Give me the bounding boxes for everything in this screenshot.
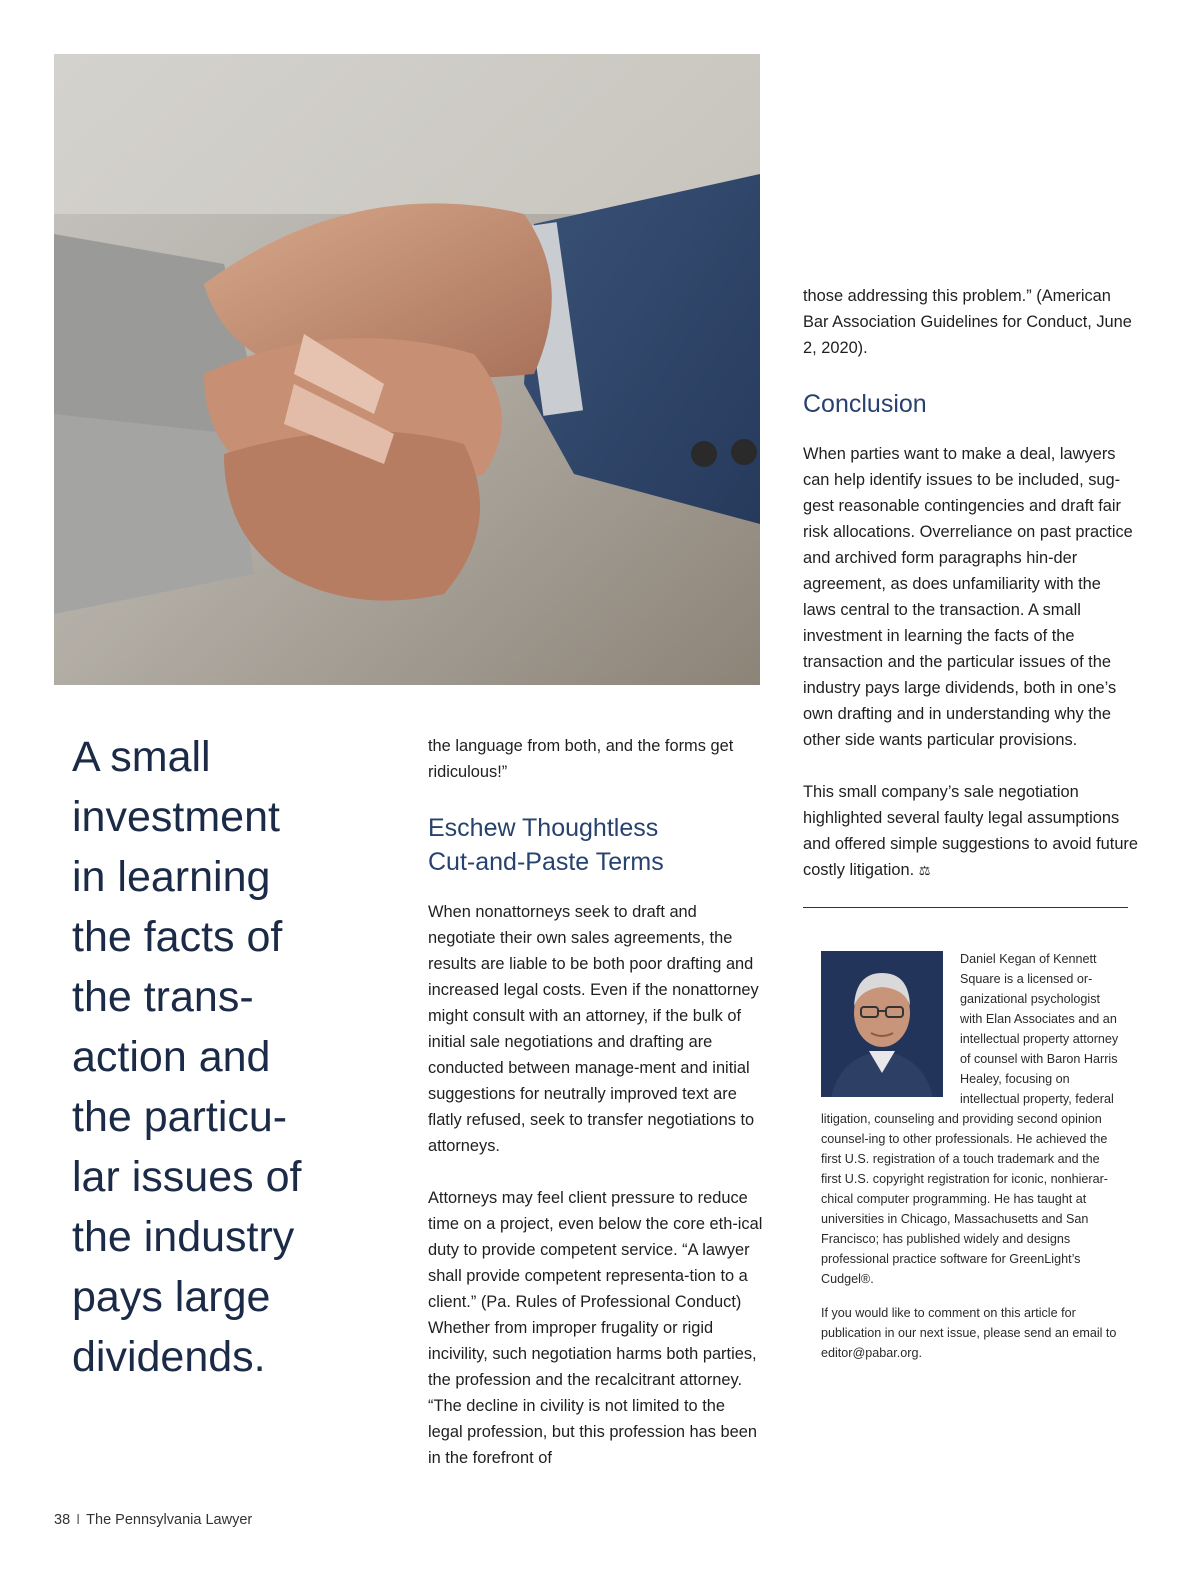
stacked-hands-illustration <box>54 54 760 685</box>
heading-line: Cut-and-Paste Terms <box>428 848 664 876</box>
pull-quote-line: action and <box>72 1033 271 1081</box>
pull-quote-line: the trans- <box>72 973 254 1021</box>
section-heading-conclusion: Conclusion <box>803 390 927 418</box>
pull-quote-line: lar issues of <box>72 1153 302 1201</box>
stacked-hands-photo <box>54 54 760 685</box>
publication-name: The Pennsylvania Lawyer <box>86 1512 253 1528</box>
pull-quote-line: investment <box>72 793 280 841</box>
body-paragraph: Attorneys may feel client pressure to reduce time on a project, even below the core eth-ical duty to provide competent service. “A lawyer shall provide competent representa-tion to a client.” (Pa. Rules of Professional Conduct) Whether from improper frugality or rigid incivility, such negotiation harms both parties, the profession and the recalcitrant attorney. “The decline in civility is not limited to the legal profession, but this profession has been in the forefront of <box>428 1189 763 1467</box>
pull-quote-line: pays large <box>72 1273 271 1321</box>
continued-paragraph: the language from both, and the forms get ridiculous!” <box>428 737 734 781</box>
heading-line: Eschew Thoughtless <box>428 814 659 842</box>
pull-quote-line: in learning <box>72 853 271 901</box>
divider <box>803 907 1128 908</box>
author-portrait-illustration <box>821 951 943 1097</box>
right-column <box>803 283 1138 884</box>
page-footer <box>54 1512 252 1528</box>
conclusion-text: This small company’s sale negotiation highlighted several faulty legal assumptions and offered simple suggestions to avoid future costly litigation. <box>803 783 1139 879</box>
page-number: 38 <box>54 1512 71 1528</box>
body-paragraph: When nonattorneys seek to draft and negotiate their own sales agreements, the results are liable to be both poor drafting and increased legal costs. Even if the nonattorney might consult with an attorney, if the bulk of initial sale negotiations and drafting are conducted between manage-ment and initial suggestions for neutrally improved text are flatly refused, seek to transfer negotiations to attorneys. <box>428 903 759 1155</box>
body-paragraph: When parties want to make a deal, lawyers can help identify issues to be included, sug-gest reasonable contingencies and draft fair risk allocations. Overreliance on past practice and archived form paragraphs hin-der agreement, as does unfamiliarity with the laws central to the transaction. A small investment in learning the facts of the transaction and the particular issues of the industry pays large dividends, both in one’s own drafting and in understanding why the other side wants particular provisions. <box>803 445 1133 749</box>
author-bio <box>821 949 1121 1377</box>
author-portrait <box>821 951 943 1097</box>
continued-paragraph: those addressing this problem.” (American Bar Association Guidelines for Conduct, June 2, 2020). <box>803 287 1132 357</box>
body-paragraph <box>803 779 1138 884</box>
pull-quote-line: A small <box>72 733 211 781</box>
comment-invitation: If you would like to comment on this article for publication in our next issue, please send an email to editor@pabar.org. <box>821 1306 1117 1360</box>
section-heading-eschew <box>428 811 764 879</box>
pull-quote-line: the particu- <box>72 1093 288 1141</box>
pull-quote <box>72 727 362 1387</box>
pull-quote-line: dividends. <box>72 1333 266 1381</box>
pull-quote-line: the industry <box>72 1213 295 1261</box>
middle-column <box>428 733 764 1471</box>
scales-icon: ⚖ <box>918 863 931 878</box>
footer-separator: I <box>76 1512 81 1528</box>
pull-quote-line: the facts of <box>72 913 283 961</box>
bio-text: Daniel Kegan of Kennett Square is a licensed or-ganizational psychologist with Elan Associates and an intellectual property attorney of counsel with Baron Harris Healey, focusing on intellectual property, federal litigation, counseling and providing second opinion counsel-ing to other professionals. He achieved the first U.S. registration of a touch trademark and the first U.S. copyright registration for iconic, nonhierar-chical computer programming. He has taught at universities in Chicago, Massachusetts and San Francisco; has published widely and designs professional practice software for GreenLight’s Cudgel®. <box>821 952 1119 1286</box>
